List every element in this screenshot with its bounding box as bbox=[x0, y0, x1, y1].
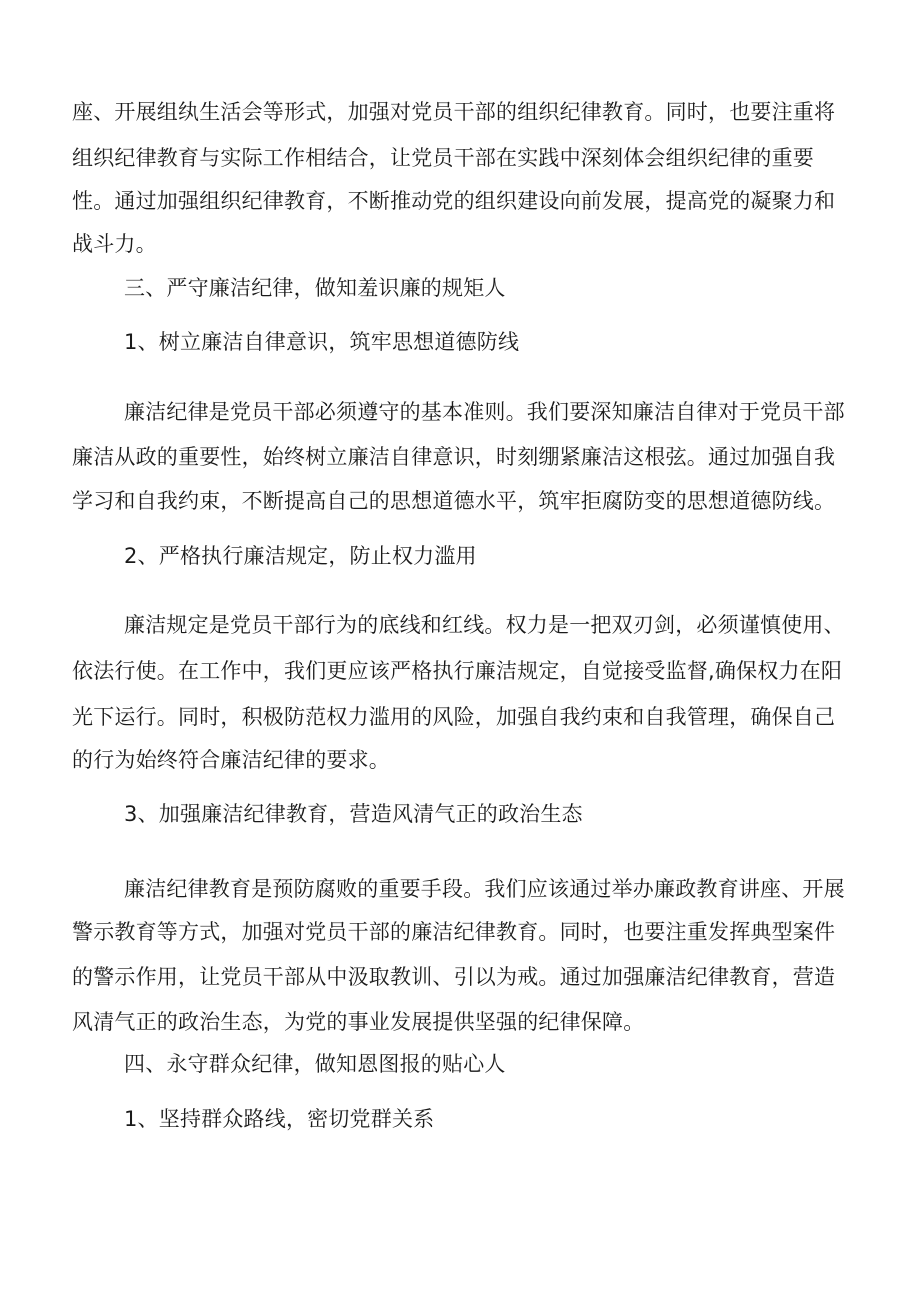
subsection-heading: 1、坚持群众路线，密切党群关系 bbox=[124, 1107, 435, 1131]
section-heading: 四、永守群众纪律，做知恩图报的贴心人 bbox=[124, 1052, 506, 1076]
paragraph-line: 学习和自我约束，不断提高自己的思想道德水平，筑牢拒腐防变的思想道德防线。 bbox=[72, 489, 836, 513]
paragraph-line: 战斗力。 bbox=[72, 232, 157, 256]
paragraph-line: 性。通过加强组织纪律教育，不断推动党的组织建设向前发展，提高党的凝聚力和 bbox=[72, 189, 836, 213]
subsection-heading: 2、严格执行廉洁规定，防止权力滥用 bbox=[124, 544, 477, 568]
paragraph-line: 廉洁从政的重要性，始终树立廉洁自律意识，时刻绷紧廉洁这根弦。通过加强自我 bbox=[72, 445, 836, 469]
paragraph-line: 座、开展组纨生活会等形式，加强对党员干部的组织纪律教育。同时，也要注重将 bbox=[72, 100, 836, 124]
paragraph-line: 的警示作用，让党员干部从中汲取教训、引以为戒。通过加强廉洁纪律教育，营造 bbox=[72, 965, 836, 989]
section-heading: 三、严守廉洁纪律，做知羞识廉的规矩人 bbox=[124, 276, 506, 300]
paragraph-line: 廉洁规定是党员干部行为的底线和红线。权力是一把双刃剑，必须谨慎使用、 bbox=[124, 613, 845, 637]
paragraph-line: 的行为始终符合廉洁纪律的要求。 bbox=[72, 748, 390, 772]
paragraph-line: 依法行使。在工作中，我们更应该严格执行廉洁规定，自觉接受监督,确保权力在阳 bbox=[72, 659, 843, 683]
subsection-heading: 3、加强廉洁纪律教育，营造风清气正的政治生态 bbox=[124, 802, 583, 826]
subsection-heading: 1、树立廉洁自律意识，筑牢思想道德防线 bbox=[124, 330, 520, 354]
paragraph-line: 廉洁纪律是党员干部必须遵守的基本准则。我们要深知廉洁自律对于党员干部 bbox=[124, 400, 845, 424]
paragraph-line: 光下运行。同时，积极防范权力滥用的风险，加强自我约束和自我管理，确保自己 bbox=[72, 705, 836, 729]
paragraph-line: 廉洁纪律教育是预防腐败的重要手段。我们应该通过举办廉政教育讲座、开展 bbox=[124, 877, 845, 901]
paragraph-line: 组织纪律教育与实际工作相结合，让党员干部在实践中深刻体会组织纪律的重要 bbox=[72, 146, 814, 170]
paragraph-line: 风清气正的政治生态，为党的事业发展提供坚强的纪律保障。 bbox=[72, 1010, 645, 1034]
paragraph-line: 警示教育等方式，加强对党员干部的廉洁纪律教育。同时，也要注重发挥典型案件 bbox=[72, 920, 836, 944]
